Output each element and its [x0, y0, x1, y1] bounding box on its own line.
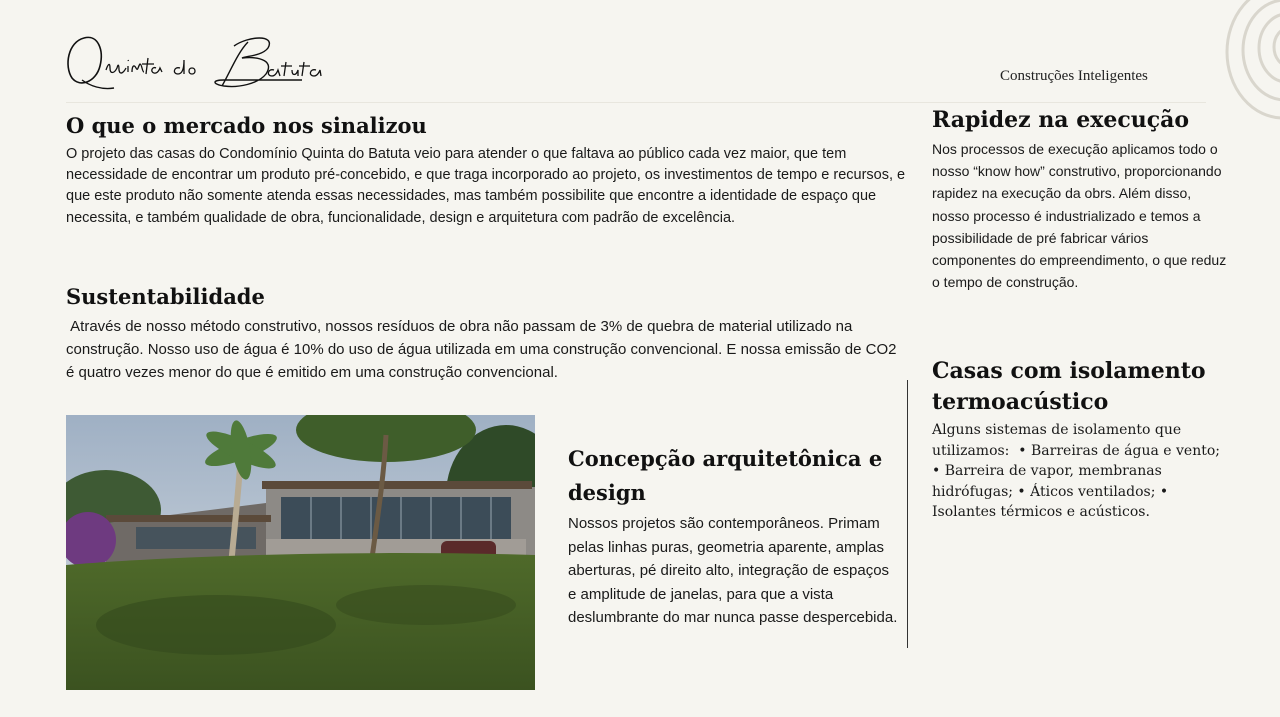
section-rapidez [932, 106, 1232, 293]
section-text: Nos processos de execução aplicamos todo o nosso “know how” construtivo, proporcionando rapidez na execução da obrs. Além disso, nosso processo é industrializado e temos a possibilidade de pré fabricar vários componentes do empreendimento, o que reduz o tempo de construção. [932, 141, 1227, 291]
section-text: O projeto das casas do Condomínio Quinta do Batuta veio para atender o que faltava ao público cada vez maior, que tem necessidade de encontrar um produto pré-concebido, e que traga incorporado ao projeto, os investimentos de tempo e recursos, e que este produto não somente atenda essas necessidades, mas também possibilite que encontre a identidade de espaço que necessita, e também qualidade de obra, funcionalidade, design e arquitetura com padrão de excelência. [66, 146, 906, 226]
house-photo [66, 415, 535, 690]
section-title: Sustentabilidade [66, 284, 265, 309]
section-concepcao [568, 442, 898, 630]
brand-logo [62, 24, 322, 104]
section-sustentabilidade [66, 283, 906, 384]
section-title: O que o mercado nos sinalizou [66, 113, 427, 138]
section-text: Através de nosso método construtivo, nossos resíduos de obra não passam de 3% de quebra de material utilizado na construção. Nosso uso de água é 10% do uso de água utilizada em uma construção convencional. E nossa emissão de CO2 é quatro vezes menor do que é emitido em uma construção convencional. [66, 318, 901, 381]
section-text: Alguns sistemas de isolamento que utilizamos: • Barreiras de água e vento; • Barreira de vapor, membranas hidrófugas; • Áticos ventilados; • Isolantes térmicos e acústicos. [932, 422, 1225, 520]
section-text: Nossos projetos são contemporâneos. Primam pelas linhas puras, geometria aparente, amplas aberturas, pé direito alto, integração de espaços e amplitude de janelas, para que a vista deslumbrante do mar nunca passe despercebida. [568, 515, 898, 626]
section-mercado [66, 112, 906, 229]
tagline: Construções Inteligentes [1000, 68, 1148, 84]
section-isolamento [932, 356, 1232, 523]
section-title: Concepção arquitetônica e design [568, 446, 883, 505]
column-divider [907, 380, 908, 648]
section-title: Casas com isolamento termoacústico [932, 358, 1206, 415]
header-divider [66, 102, 1206, 103]
section-title: Rapidez na execução [932, 107, 1190, 133]
